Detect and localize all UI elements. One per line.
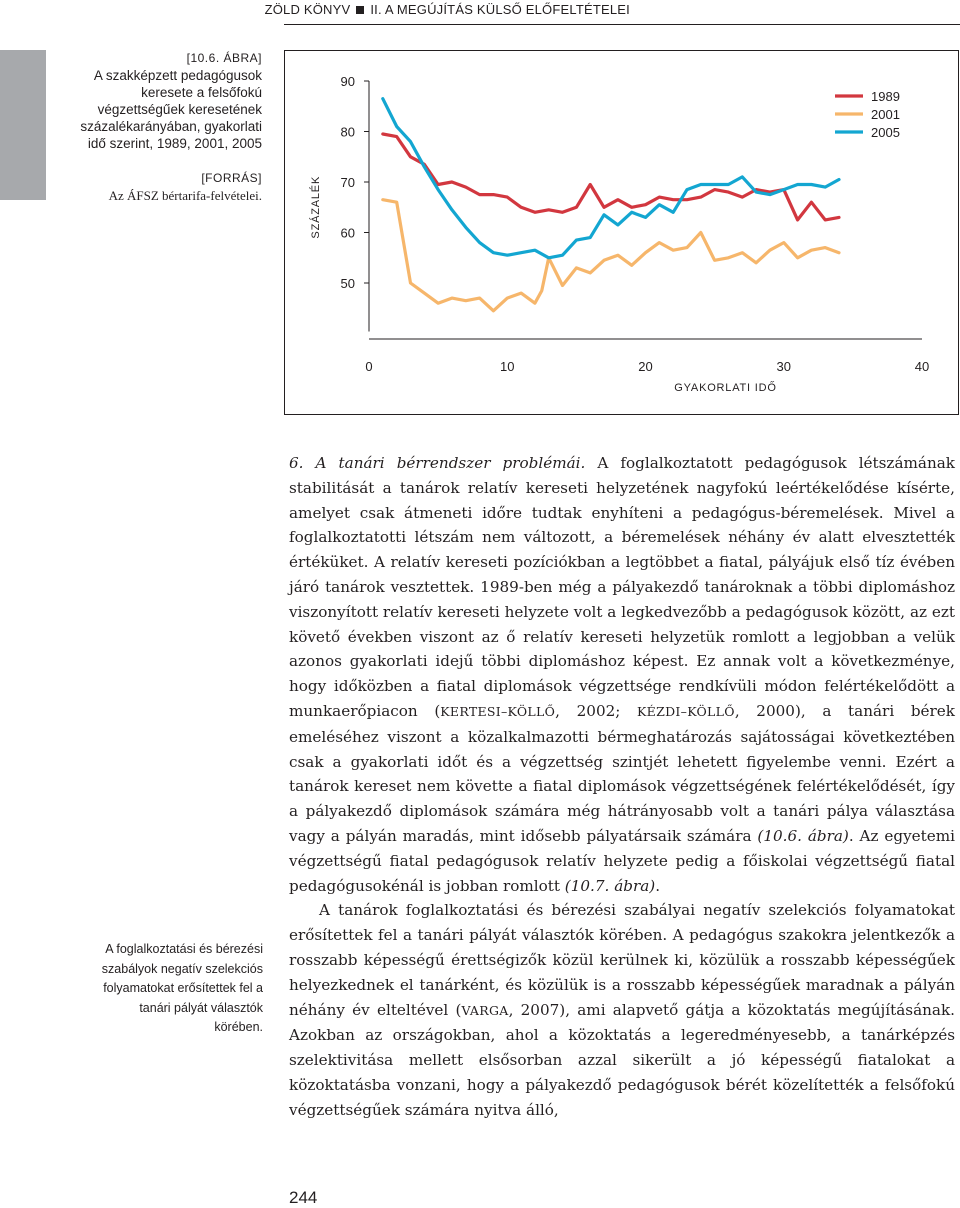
series-line-2001 [383, 200, 839, 311]
body-text [289, 451, 955, 1123]
x-axis-label: GYAKORLATI IDŐ [674, 382, 777, 394]
text-run: . Az egyetemi végzettségű fiatal pedagógusok relatív helyzete pedig a főiskolai végzettségű fiatal pedagógusokénál is jobban romlott [289, 826, 955, 895]
line-chart [285, 51, 960, 416]
figure-number: [10.6. ÁBRA] [186, 51, 262, 65]
y-tick-label: 70 [340, 175, 355, 190]
x-tick-label: 40 [914, 359, 930, 374]
figure-caption [60, 50, 262, 204]
x-tick-label: 0 [365, 359, 373, 374]
figure-marker-block [0, 50, 46, 200]
text-run: . [655, 876, 661, 895]
running-header [265, 2, 630, 17]
text-run: A foglalkoztatott pedagógusok létszámának stabilitását a tanárok relatív kereseti helyzetének nagyfokú leértékelődése kísérte, amelyet csak átmeneti időre tudtak enyhíteni a pedagógus-béremelések. Mivel a foglalkoztatotti létszám nem változott, a béremelések néhány év alatt elvesztették értéküket. A relatív kereseti pozíciókban a legtöbbet a fiatal, pályájuk első tíz évében járó tanárok vesztettek. 1989-ben még a pályakezdő tanároknak a többi diplomáshoz viszonyított relatív kereseti helyzete volt a legkedvezőbb a pedagógusok között, az ezt követő években viszont az ő relatív kereseti helyzetük romlott a legjobban a velük azonos gyakorlati idejű többi diplomáshoz képest. Ez annak volt a következménye, hogy időközben a fiatal diplomások végzettsége rendkívüli módon felértékelődött a munkaerőpiacon ( [289, 454, 955, 720]
square-bullet-icon [356, 6, 364, 14]
y-axis-label: SZÁZALÉK [310, 175, 322, 239]
paragraph-1 [289, 451, 955, 898]
source-text: Az ÁFSZ bértarifa-felvételei. [108, 188, 262, 203]
x-tick-label: 20 [638, 359, 653, 374]
text-run: A tanárok foglalkoztatási és bérezési szabályai negatív szelekciós folyamatokat erősítettek fel a tanári pályát választók körében. A pedagógus szakokra jelentkezők a rosszabb képességű érettségizők közül kerülnek ki, közülük a rosszabb képességűek helyezkednek el tanárként, és közülük is a rosszabb képességűek maradnak a pályán néhány év elteltével ( [289, 901, 955, 1019]
figure-reference: (10.6. ábra) [757, 826, 849, 845]
legend-label-2001: 2001 [871, 107, 900, 122]
book-title: ZÖLD KÖNYV [264, 2, 351, 17]
legend-label-1989: 1989 [871, 89, 900, 104]
citation: KÉZDI–KÖLLŐ [637, 703, 735, 719]
chart-frame [284, 50, 959, 415]
source-label: [FORRÁS] [201, 171, 262, 185]
citation: KERTESI–KÖLLŐ [440, 703, 556, 719]
legend-label-2005: 2005 [871, 125, 900, 140]
y-tick-label: 90 [340, 74, 355, 89]
text-run: , 2000), a tanári bérek emeléséhez viszont a közalkalmazotti bérmeghatározás sajátosságai következtében csak a gyakorlati időt és a végzettség szintjét lehetett figyelembe venni. Ezért a tanárok kereset nem követte a fiatal diplomások végzettségének felértékelődését, így a pályakezdő diplomások számára még hátrányosabb volt a tanári pálya választása vagy a pályán maradás, mint idősebb pályatársaik számára [289, 701, 955, 845]
y-tick-label: 80 [340, 124, 355, 140]
section-heading: 6. A tanári bérrendszer problémái. [289, 454, 586, 472]
text-run: , 2002; [555, 701, 638, 720]
y-tick-label: 50 [340, 276, 355, 291]
page-number: 244 [289, 1188, 318, 1207]
x-tick-label: 10 [500, 359, 515, 374]
text-run: , 2007), ami alapvető gátja a közoktatás megújításának. Azokban az országokban, ahol a közoktatás a legeredményesebb, a tanárképzés szelektivitása mellett elsősorban azzal sikerült a jó képességű fiatalokat a közoktatásba vonzani, hogy a pályakezdő pedagógusok bérét közelítették a felsőfokú végzettségűek számára nyitva álló, [289, 1000, 955, 1119]
figure-title: A szakképzett pedagógusok keresete a felsőfokú végzettségűek keresetének százalékarányában, gyakorlati idő szerint, 1989, 2001, 2005 [80, 68, 262, 151]
side-note: A foglalkoztatási és bérezési szabályok negatív szelekciós folyamatokat erősítettek fel a tanári pályát választók körében. [101, 942, 263, 1034]
x-tick-label: 30 [776, 359, 791, 374]
paragraph-2 [289, 898, 955, 1122]
y-tick-label: 60 [340, 225, 355, 241]
citation: VARGA [461, 1002, 509, 1018]
header-rule [284, 24, 960, 25]
series-line-2005 [383, 99, 839, 258]
figure-reference: (10.7. ábra) [564, 876, 656, 895]
chapter-title: II. A MEGÚJÍTÁS KÜLSŐ ELŐFELTÉTELEI [370, 2, 630, 17]
